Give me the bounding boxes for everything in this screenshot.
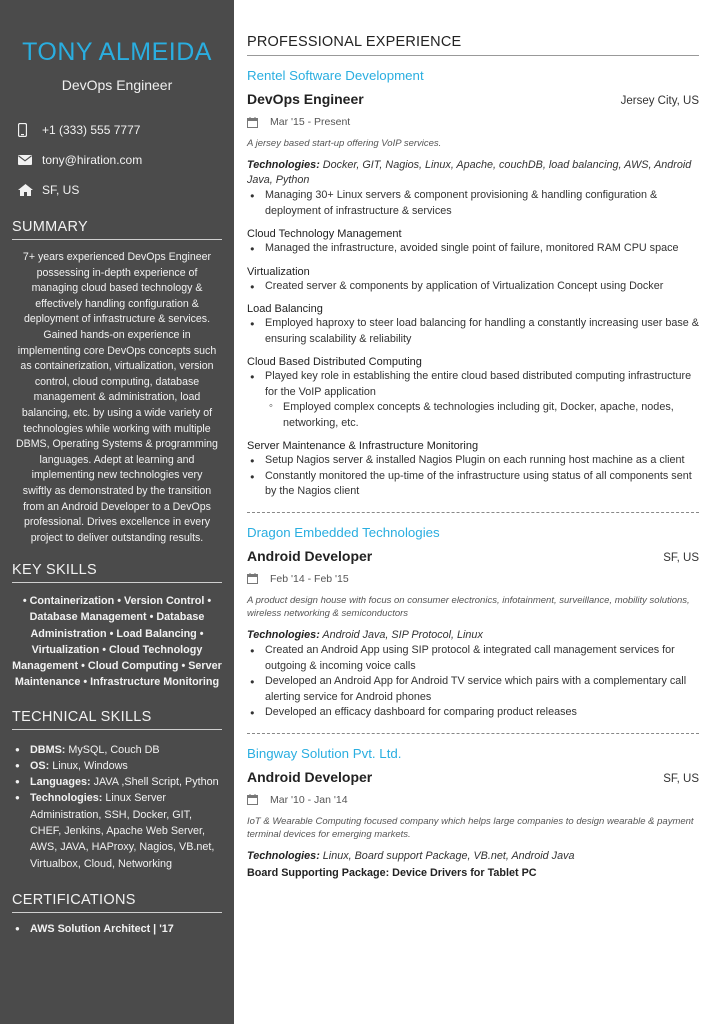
contact-location bbox=[12, 175, 222, 205]
skill-label: OS: bbox=[30, 759, 50, 772]
technologies-label: Technologies: bbox=[247, 159, 320, 171]
summary-heading: SUMMARY bbox=[12, 219, 222, 240]
subheading: Cloud Technology Management bbox=[247, 228, 402, 240]
list-item: ● Managing 30+ Linux servers & component provisioning & handling configuration & deployment of infrastructure & services bbox=[247, 188, 699, 219]
technologies bbox=[247, 849, 699, 864]
list-item: ● Created an Android App using SIP protocol & integrated call management services for outgoing & incoming voice calls bbox=[247, 643, 699, 674]
subheading: Virtualization bbox=[247, 265, 310, 278]
email-text[interactable]: tony@hiration.com bbox=[42, 153, 143, 167]
candidate-role: DevOps Engineer bbox=[61, 77, 173, 93]
company-name: Bingway Solution Pvt. Ltd. bbox=[247, 745, 402, 761]
job-title: DevOps Engineer bbox=[247, 91, 364, 107]
phone-text[interactable]: +1 (333) 555 7777 bbox=[42, 123, 141, 137]
bullet-list bbox=[247, 241, 699, 257]
dates-text: Feb '14 - Feb '15 bbox=[270, 572, 349, 585]
divider bbox=[247, 733, 699, 734]
company-name: Rentel Software Development bbox=[247, 68, 424, 83]
technologies-value: Linux, Board support Package, VB.net, Android Java bbox=[319, 849, 575, 862]
nested-list bbox=[265, 400, 699, 431]
company-description: A jersey based start-up offering VoIP services. bbox=[247, 138, 442, 149]
skill-value: Linux Server Administration, SSH, Docker, GIT, CHEF, Jenkins, Apache Web Server, AWS, JAVA, HAProxy, Nagios, VB.net, Virtualbox, Cloud, Networking bbox=[30, 792, 215, 870]
calendar-icon bbox=[247, 117, 258, 128]
list-item: ● Managed the infrastructure, avoided single point of failure, monitored RAM CPU space bbox=[247, 241, 699, 257]
subheading: Load Balancing bbox=[247, 303, 323, 315]
bullet-list bbox=[247, 188, 699, 219]
skill-value: MySQL, Couch DB bbox=[65, 743, 160, 756]
key-skills-text: • Containerization • Version Control • Database Management • Database Administration • Load Balancing • Virtualization • Cloud Technology Management • Cloud Computing • Server Maintenance • Infrastructure Monitoring bbox=[12, 595, 222, 689]
contact-block bbox=[12, 115, 222, 205]
job-location: Jersey City, US bbox=[620, 95, 699, 107]
location-text: SF, US bbox=[42, 183, 80, 197]
section-heading: PROFESSIONAL EXPERIENCE bbox=[247, 34, 699, 56]
company-name: Dragon Embedded Technologies bbox=[247, 524, 440, 540]
list-item: ● AWS Solution Architect | '17 bbox=[12, 923, 222, 935]
list-item: ● Developed an efficacy dashboard for comparing product releases bbox=[247, 705, 699, 721]
job-header bbox=[247, 548, 699, 564]
skill-label: DBMS: bbox=[30, 743, 66, 756]
list-item bbox=[12, 742, 222, 758]
home-icon bbox=[18, 184, 42, 196]
dates-text: Mar '15 - Present bbox=[270, 116, 351, 128]
list-item bbox=[12, 774, 222, 790]
contact-email bbox=[12, 145, 222, 175]
bullet-list bbox=[247, 279, 699, 295]
subheading: Server Maintenance & Infrastructure Monitoring bbox=[247, 440, 479, 452]
bullet-list bbox=[247, 453, 699, 500]
job-title: Android Developer bbox=[247, 547, 373, 564]
list-item: ● Constantly monitored the up-time of the infrastructure using status of all components sent by the Nagios client bbox=[247, 469, 699, 500]
list-item: ◦ Employed complex concepts & technologies including git, Docker, apache, nodes, networking, etc. bbox=[265, 400, 699, 431]
phone-icon bbox=[18, 123, 42, 137]
job-location: SF, US bbox=[663, 772, 699, 785]
bullet-list bbox=[247, 643, 699, 721]
list-item bbox=[12, 790, 222, 871]
technologies-label: Technologies: bbox=[247, 628, 320, 641]
candidate-name: TONY ALMEIDA bbox=[22, 38, 212, 66]
bullet-list bbox=[247, 316, 699, 347]
technologies bbox=[247, 628, 699, 643]
list-item: ● Setup Nagios server & installed Nagios Plugin on each running host machine as a client bbox=[247, 453, 699, 469]
technologies-label: Technologies: bbox=[247, 849, 320, 862]
divider bbox=[247, 512, 699, 513]
skill-value: Linux, Windows bbox=[49, 759, 128, 772]
job-header bbox=[247, 91, 699, 107]
job-header bbox=[247, 769, 699, 785]
skill-label: Technologies: bbox=[30, 792, 103, 805]
company-description: IoT & Wearable Computing focused company which helps large companies to design wearable & payment terminal devices for emerging markets. bbox=[247, 815, 694, 840]
job-dates bbox=[247, 794, 699, 806]
main-content bbox=[247, 0, 699, 1024]
company-description: A product design house with focus on consumer electronics, infotainment, surveillance, mobility solutions, wireless networking & semiconductors bbox=[247, 594, 690, 619]
certifications-heading: CERTIFICATIONS bbox=[12, 892, 222, 913]
summary-text: 7+ years experienced DevOps Engineer possessing in-depth experience of managing cloud based technology & effectively handling configuration & deployment of infrastructure & services. Gained hands-on experience in implementing core DevOps concepts such as containerization, virtualization, version control, cloud computing, database management & administration, load balancing, etc. by using a wide variety of technologies while working with multiple DBMS, Operating Systems & programming languages. Adept at learning and implementing new technologies very swiftly as demonstrated by the transition from an Android Developer to a DevOps professional. Drives excellence in every project to deliver outstanding results. bbox=[16, 251, 218, 544]
technologies-value: Docker, GIT, Nagios, Linux, Apache, couchDB, load balancing, AWS, Android Java, Python bbox=[247, 159, 692, 186]
contact-phone bbox=[12, 115, 222, 145]
certifications-list bbox=[12, 923, 222, 935]
job-location: SF, US bbox=[663, 551, 699, 564]
calendar-icon bbox=[247, 794, 258, 805]
skill-value: JAVA ,Shell Script, Python bbox=[90, 776, 219, 789]
technologies-value: Android Java, SIP Protocol, Linux bbox=[319, 628, 483, 641]
list-item: ● Created server & components by application of Virtualization Concept using Docker bbox=[247, 279, 699, 295]
job-dates bbox=[247, 116, 699, 128]
board-support-line: Board Supporting Package: Device Drivers for Tablet PC bbox=[247, 867, 537, 879]
list-item: ● Played key role in establishing the entire cloud based distributed computing infrastructure for the VoIP application bbox=[247, 369, 699, 400]
job-entry bbox=[247, 525, 699, 721]
job-entry bbox=[247, 68, 699, 500]
technical-skills-list bbox=[12, 742, 222, 872]
envelope-icon bbox=[18, 155, 42, 165]
dates-text: Mar '10 - Jan '14 bbox=[270, 793, 348, 806]
job-title: Android Developer bbox=[247, 768, 373, 785]
nested-list-container bbox=[247, 400, 699, 431]
sidebar bbox=[0, 0, 234, 1024]
key-skills-heading: KEY SKILLS bbox=[12, 562, 222, 583]
technologies bbox=[247, 158, 699, 187]
list-item bbox=[12, 758, 222, 774]
calendar-icon bbox=[247, 573, 258, 584]
bullet-list bbox=[247, 369, 699, 431]
job-dates bbox=[247, 573, 699, 585]
skill-label: Languages: bbox=[30, 776, 91, 789]
technical-skills-heading: TECHNICAL SKILLS bbox=[12, 709, 222, 730]
subheading: Cloud Based Distributed Computing bbox=[247, 356, 422, 368]
list-item: ● Employed haproxy to steer load balancing for handling a constantly increasing user base & ensuring scalability & reliability bbox=[247, 316, 699, 347]
list-item: ● Developed an Android App for Android TV service which pairs with a complementary call alerting service for Android phones bbox=[247, 674, 699, 705]
job-entry bbox=[247, 746, 699, 880]
